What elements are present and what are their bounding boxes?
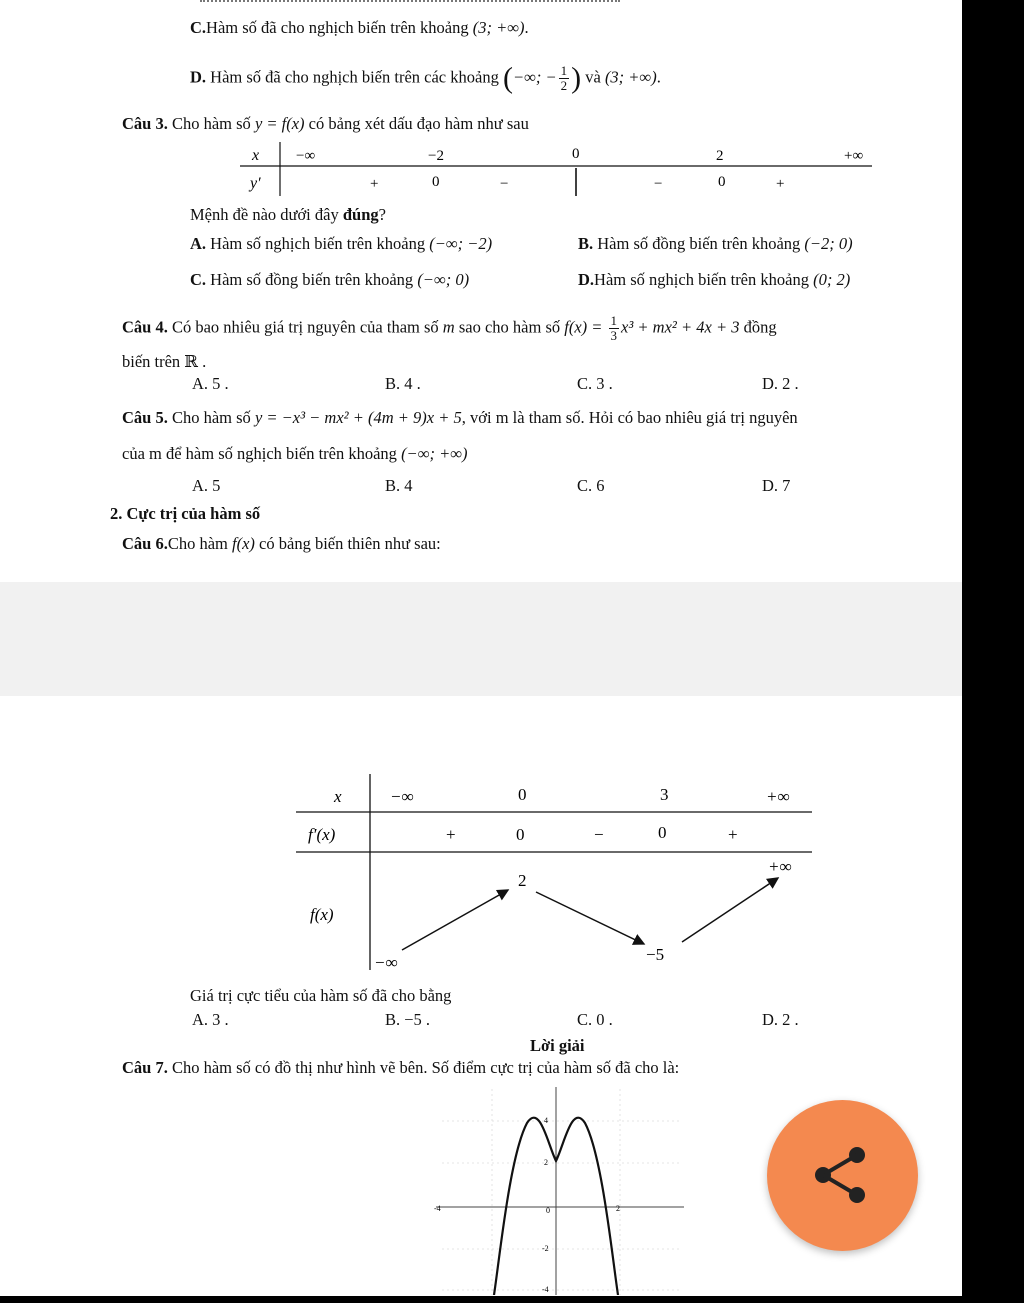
sign-x-2: 0 bbox=[572, 146, 580, 162]
share-button[interactable] bbox=[767, 1100, 918, 1251]
q3-option-b: B. Hàm số đồng biến trên khoảng (−2; 0) bbox=[578, 234, 853, 253]
q4-answer-a: A. 5 . bbox=[192, 374, 229, 393]
sign-x-label: x bbox=[252, 147, 260, 164]
var-x-2: 3 bbox=[660, 785, 669, 804]
var-fp-4: + bbox=[728, 825, 738, 844]
tick-y-neg4: -4 bbox=[542, 1285, 549, 1294]
tick-y-2: 2 bbox=[544, 1158, 548, 1167]
var-x-label: x bbox=[334, 787, 342, 806]
sign-y-2: − bbox=[500, 176, 509, 192]
variation-table-q6 bbox=[290, 770, 820, 980]
share-icon bbox=[767, 1100, 918, 1251]
var-fp-3: 0 bbox=[658, 823, 667, 842]
tick-origin: 0 bbox=[546, 1206, 550, 1215]
var-fp-2: − bbox=[594, 825, 604, 844]
q3-option-c: C. Hàm số đồng biến trên khoảng (−∞; 0) bbox=[190, 270, 470, 289]
question-6: Câu 6.Cho hàm f(x) có bảng biến thiên như sau: bbox=[122, 534, 441, 553]
cutoff-fragment bbox=[200, 0, 620, 6]
arrow-down bbox=[536, 892, 644, 944]
question-7: Câu 7. Cho hàm số có đồ thị như hình vẽ bên. Số điểm cực trị của hàm số đã cho là: bbox=[122, 1058, 680, 1077]
q6-answer-c: C. 0 . bbox=[577, 1010, 613, 1029]
var-fp-1: 0 bbox=[516, 825, 525, 844]
q6-answer-b: B. −5 . bbox=[385, 1010, 431, 1029]
tick-x-neg4: -4 bbox=[434, 1204, 441, 1213]
screen-edge-bottom bbox=[0, 1296, 1024, 1303]
tick-y-neg2: -2 bbox=[542, 1244, 549, 1253]
var-x-3: +∞ bbox=[766, 787, 790, 806]
q4-answer-c: C. 3 . bbox=[577, 374, 613, 393]
q4-answer-d: D. 2 . bbox=[762, 374, 799, 393]
var-f-2: −5 bbox=[646, 945, 665, 964]
var-f-label: f(x) bbox=[310, 905, 334, 924]
sign-y-label: y′ bbox=[250, 175, 261, 192]
section-2-title: 2. Cực trị của hàm số bbox=[110, 504, 261, 523]
graph-q7 bbox=[432, 1085, 688, 1295]
arrow-up-1 bbox=[402, 890, 508, 950]
sign-x-1: −2 bbox=[428, 148, 444, 164]
sign-x-0: −∞ bbox=[296, 148, 316, 164]
question-5: Câu 5. Cho hàm số y = −x³ − mx² + (4m + 9)x + 5, với m là tham số. Hỏi có bao nhiêu giá trị nguyên bbox=[122, 408, 798, 427]
var-f-1: 2 bbox=[518, 871, 527, 890]
q5-answer-d: D. 7 bbox=[762, 476, 791, 495]
var-fp-label: f′(x) bbox=[308, 825, 336, 844]
var-f-3: +∞ bbox=[768, 857, 792, 876]
solution-heading: Lời giải bbox=[530, 1036, 585, 1055]
var-x-1: 0 bbox=[518, 785, 527, 804]
sign-y-1: 0 bbox=[432, 174, 440, 190]
option-c-prev: C.Hàm số đã cho nghịch biến trên khoảng (3; +∞). bbox=[190, 18, 529, 37]
question-3-prompt: Mệnh đề nào dưới đây đúng? bbox=[190, 205, 386, 224]
sign-x-4: +∞ bbox=[844, 148, 864, 164]
var-x-0: −∞ bbox=[390, 787, 414, 806]
q4-answer-b: B. 4 . bbox=[385, 374, 421, 393]
q6-answer-d: D. 2 . bbox=[762, 1010, 799, 1029]
arrow-up-2 bbox=[682, 878, 778, 942]
q5-answer-a: A. 5 bbox=[192, 476, 221, 495]
question-3: Câu 3. Cho hàm số y = f(x) có bảng xét dấu đạo hàm như sau bbox=[122, 114, 529, 133]
tick-y-4: 4 bbox=[544, 1116, 548, 1125]
sign-y-3: − bbox=[654, 176, 663, 192]
option-d-prev: D. Hàm số đã cho nghịch biến trên các khoảng (−∞; − $\frac{1}{2}$ ) và (3; +∞). bbox=[190, 61, 661, 95]
q5-answer-b: B. 4 bbox=[385, 476, 413, 495]
q3-option-d: D.Hàm số nghịch biến trên khoảng (0; 2) bbox=[578, 270, 851, 289]
sign-y-4: 0 bbox=[718, 174, 726, 190]
question-4-cont: biến trên ℝ . bbox=[122, 352, 207, 371]
page-gap bbox=[0, 582, 962, 696]
screen-edge bbox=[962, 0, 1024, 1303]
q6-answer-a: A. 3 . bbox=[192, 1010, 229, 1029]
sign-y-0: + bbox=[370, 176, 379, 192]
q5-answer-c: C. 6 bbox=[577, 476, 605, 495]
question-6-prompt: Giá trị cực tiểu của hàm số đã cho bằng bbox=[190, 986, 452, 1005]
var-f-0: −∞ bbox=[374, 953, 398, 972]
question-5-cont: của m để hàm số nghịch biến trên khoảng (−∞; +∞) bbox=[122, 444, 468, 463]
sign-y-5: + bbox=[776, 176, 785, 192]
tick-x-2: 2 bbox=[616, 1204, 620, 1213]
var-fp-0: + bbox=[446, 825, 456, 844]
q3-option-a: A. Hàm số nghịch biến trên khoảng (−∞; −2) bbox=[190, 234, 493, 253]
sign-table-q3 bbox=[236, 140, 876, 200]
question-4: Câu 4. Có bao nhiêu giá trị nguyên của tham số m sao cho hàm số f(x) = $\frac{1}{3}$ x³ + mx² + 4x + 3 đồng bbox=[122, 313, 777, 343]
sign-x-3: 2 bbox=[716, 148, 724, 164]
